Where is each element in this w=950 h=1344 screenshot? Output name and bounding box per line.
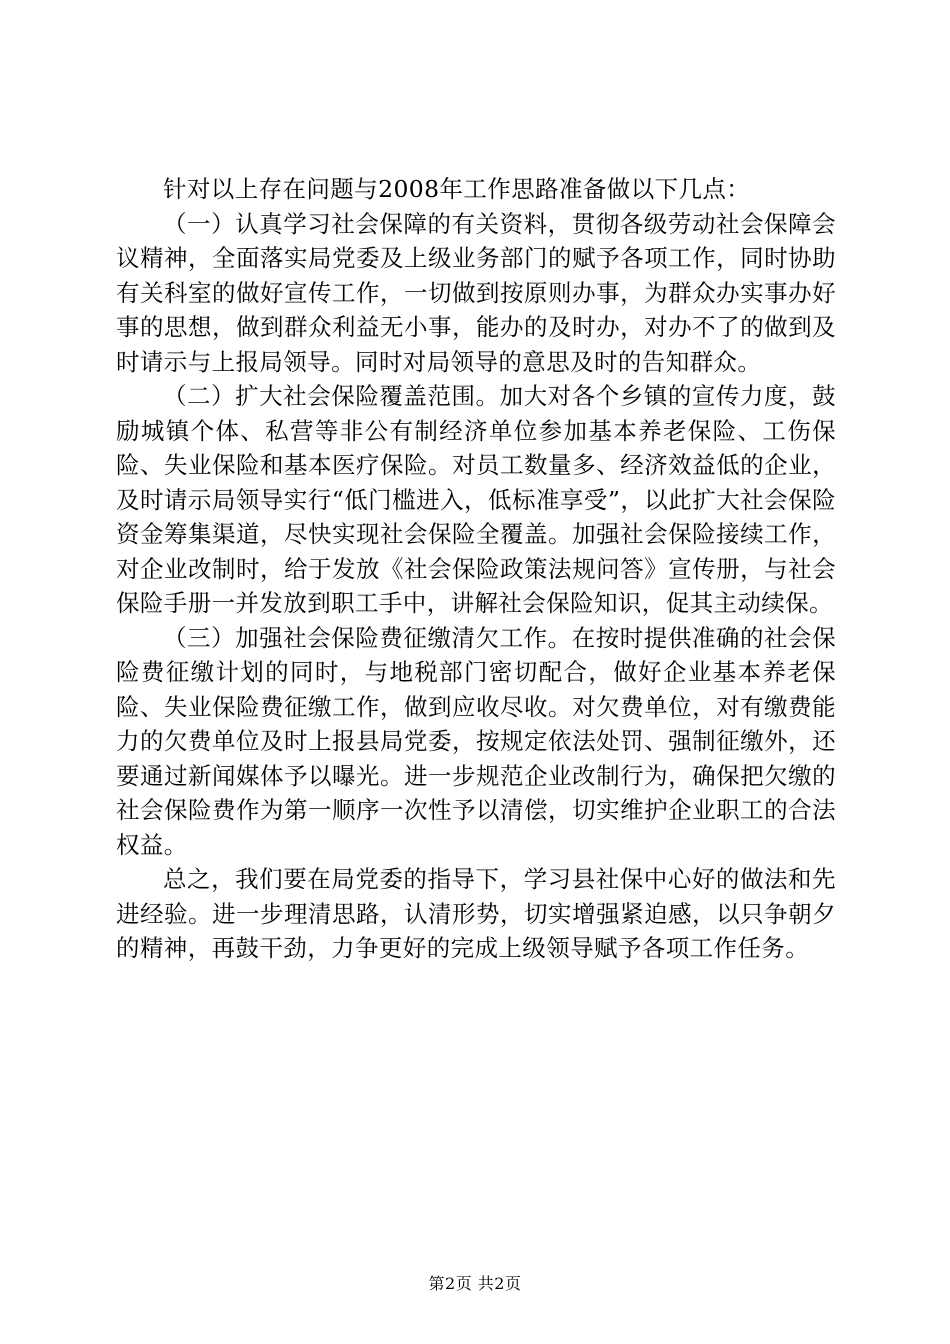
paragraph-item-3: （三）加强社会保险费征缴清欠工作。在按时提供准确的社会保险费征缴计划的同时，与地税部门密切配合，做好企业基本养老保险、失业保险费征缴工作，做到应收尽收。对欠费单位，对有缴费能力的欠费单位及时上报县局党委，按规定依法处罚、强制征缴外，还要通过新闻媒体予以曝光。进一步规范企业改制行为，确保把欠缴的社会保险费作为第一顺序一次性予以清偿，切实维护企业职工的合法权益。 bbox=[116, 623, 836, 859]
paragraph-item-2: （二）扩大社会保险覆盖范围。加大对各个乡镇的宣传力度，鼓励城镇个体、私营等非公有制经济单位参加基本养老保险、工伤保险、失业保险和基本医疗保险。对员工数量多、经济效益低的企业，及时请示局领导实行“低门槛进入，低标准享受”，以此扩大社会保险资金筹集渠道，尽快实现社会保险全覆盖。加强社会保险接续工作，对企业改制时，给于发放《社会保险政策法规问答》宣传册，与社会保险手册一并发放到职工手中，讲解社会保险知识，促其主动续保。 bbox=[116, 382, 836, 617]
paragraph-item-1: （一）认真学习社会保障的有关资料，贯彻各级劳动社会保障会议精神，全面落实局党委及上级业务部门的赋予各项工作，同时协助有关科室的做好宣传工作，一切做到按原则办事，为群众办实事办好事的思想，做到群众利益无小事，能办的及时办，对办不了的做到及时请示与上报局领导。同时对局领导的意思及时的告知群众。 bbox=[116, 209, 836, 376]
page-footer bbox=[0, 1274, 950, 1294]
page-number: 第2页 共2页 bbox=[428, 1274, 522, 1293]
document-body bbox=[116, 172, 836, 966]
conclusion-paragraph: 总之，我们要在局党委的指导下，学习县社保中心好的做法和先进经验。进一步理清思路，认清形势，切实增强紧迫感，以只争朝夕的精神，再鼓干劲，力争更好的完成上级领导赋予各项工作任务。 bbox=[116, 865, 836, 962]
intro-paragraph: 针对以上存在问题与2008年工作思路准备做以下几点： bbox=[163, 175, 751, 203]
